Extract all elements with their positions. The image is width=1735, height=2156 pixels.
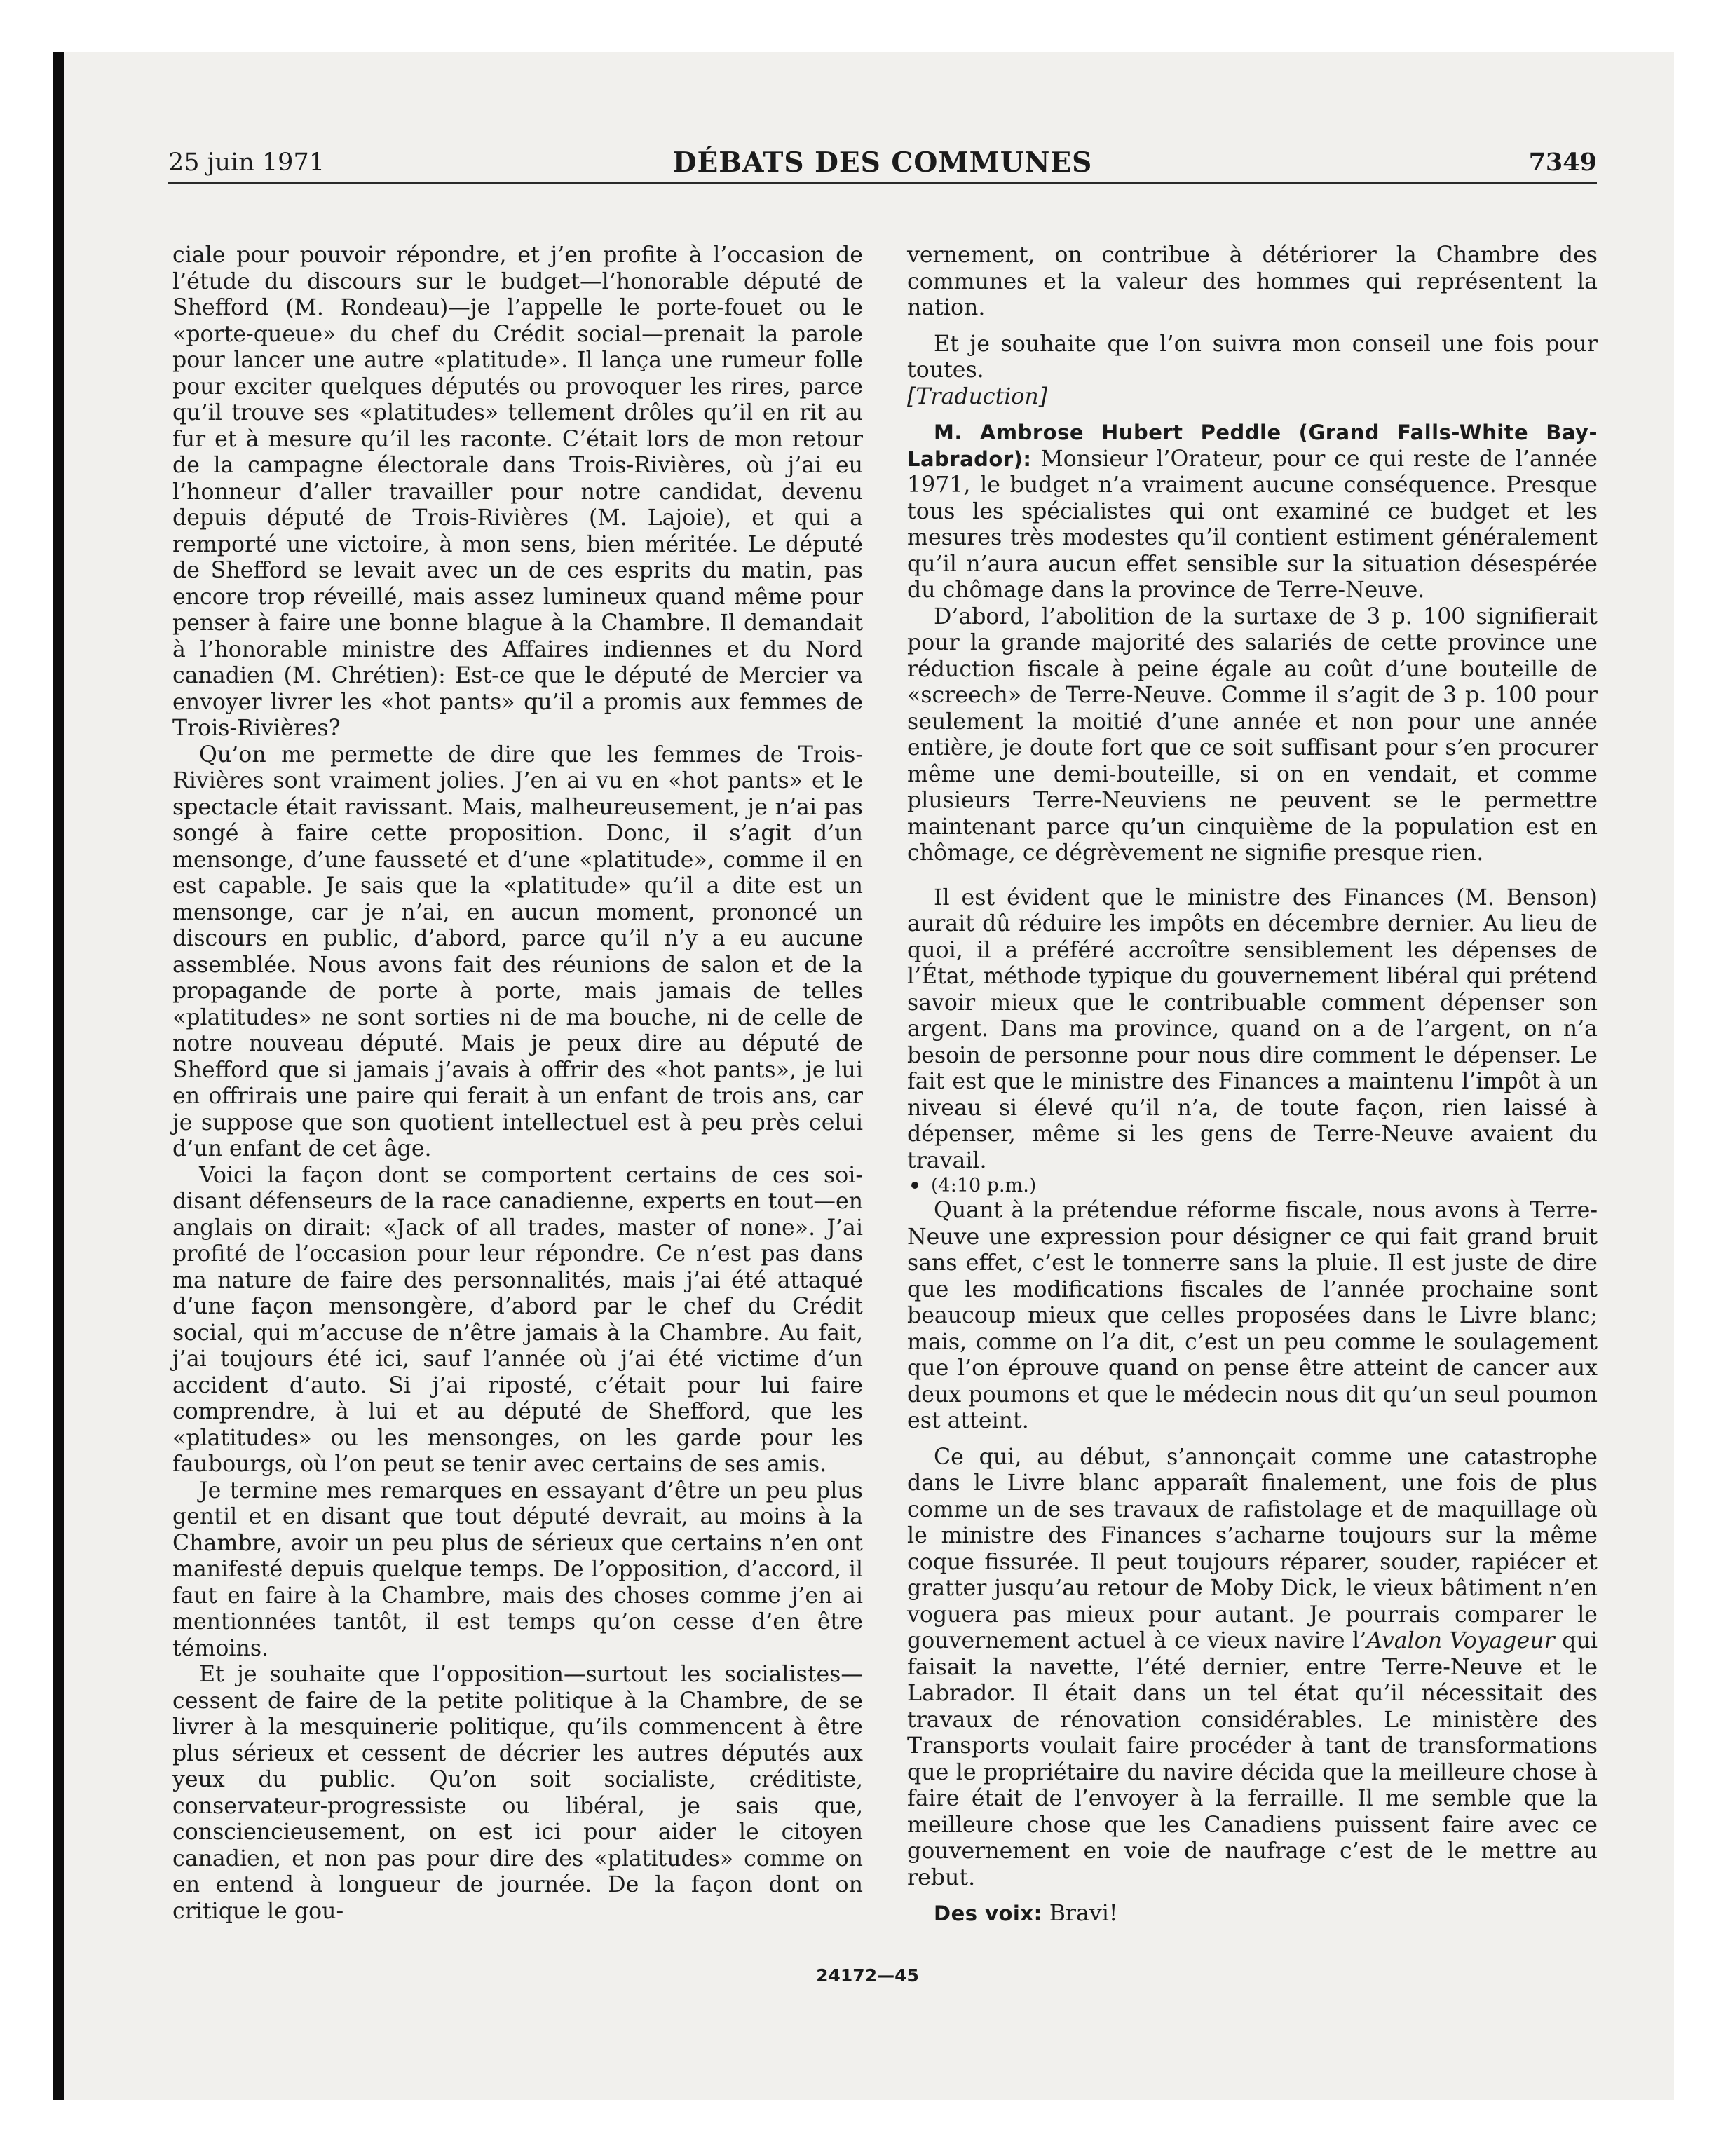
scan-edge-bar bbox=[53, 52, 64, 2100]
header-page-number: 7349 bbox=[1528, 148, 1597, 177]
speaker-name: Des voix: bbox=[934, 1902, 1042, 1925]
paragraph: vernement, on contribue à détériorer la Chambre des communes et la valeur des hommes qui représentent la nation. bbox=[907, 243, 1598, 320]
speech-text: Monsieur l’Orateur, pour ce qui reste de l’année 1971, le budget n’a vraiment aucune conséquence. Presque tous les spécialistes qui ont examiné ce budget et les mesures très modestes qu’il contient estiment généralement qu’il n’aura aucun effet sensible sur la situation désespérée du chômage dans la province de Terre-Neuve. bbox=[907, 446, 1598, 603]
paragraph: Voici la façon dont se comportent certains de ces soi-disant défenseurs de la race canadienne, experts en tout—en anglais on dirait: «Jack of all trades, master of none». J’ai profité de l’occasion pour leur répondre. Ce n’est pas dans ma nature de faire des personnalités, mais j’ai été attaqué d’une façon mensongère, d’abord par le chef du Crédit social, qui m’accuse de n’être jamais à la Chambre. Au fait, j’ai toujours été ici, sauf l’année où j’ai été victime d’un accident d’auto. Si j’ai riposté, c’était pour lui faire comprendre, à lui et au député de Shefford, que les «platitudes» ou les mensonges, on les garde pour les faubourgs, où l’on peut se tenir avec certains de ses amis. bbox=[172, 1162, 863, 1477]
speaker-name: M. Ambrose Hubert Peddle (Grand Falls-White Bay-Labrador): bbox=[907, 421, 1598, 471]
time-marker-text: (4:10 p.m.) bbox=[931, 1175, 1037, 1196]
page-header bbox=[168, 144, 1597, 184]
speech-text: Bravi! bbox=[1049, 1901, 1118, 1926]
header-date: 25 juin 1971 bbox=[168, 149, 325, 177]
paragraph-text: Ce qui, au début, s’annonçait comme une catastrophe dans le Livre blanc apparaît finalement, une fois de plus comme un de ses travaux de rafistolage et de maquillage où le ministre des Finances s’acharne toujours sur la même coque fissurée. Il peut toujours réparer, souder, rapiécer et gratter jusqu’au retour de Moby Dick, le vieux bâtiment n’en voguera pas mieux pour autant. Je pourrais comparer le gouvernement actuel à ce vieux navire l’ bbox=[907, 1444, 1598, 1653]
paragraph bbox=[907, 1445, 1598, 1892]
footer-code: 24172—45 bbox=[816, 1965, 919, 1986]
header-title: DÉBATS DES COMMUNES bbox=[672, 146, 1093, 179]
paragraph: ciale pour pouvoir répondre, et j’en profite à l’occasion de l’étude du discours sur le budget—l’honorable député de Shefford (M. Rondeau)—je l’appelle le porte-fouet ou le «porte-queue» du chef du Crédit social—prenait la parole pour lancer une autre «platitude». Il lança une rumeur folle pour exciter quelques députés ou provoquer les rires, parce qu’il trouve ses «platitudes» tellement drôles qu’il en rit au fur et à mesure qu’il les raconte. C’était lors de mon retour de la campagne électorale dans Trois-Rivières, où j’ai eu l’honneur d’aller travailler pour notre candidat, devenu depuis député de Trois-Rivières (M. Lajoie), et qui a remporté une victoire, à mon sens, bien méritée. Le député de Shefford se levait avec un de ces esprits du matin, pas encore trop réveillé, mais assez lumineux quand même pour penser à faire une bonne blague à la Chambre. Il demandait à l’honorable ministre des Affaires indiennes et du Nord canadien (M. Chrétien): Est-ce que le député de Mercier va envoyer livrer les «hot pants» qu’il a promis aux femmes de Trois-Rivières? bbox=[172, 243, 863, 741]
left-column bbox=[172, 243, 863, 1925]
paragraph: Qu’on me permette de dire que les femmes de Trois-Rivières sont vraiment jolies. J’en ai vu en «hot pants» et le spectacle était ravissant. Mais, malheureusement, je n’ai pas songé à faire cette proposition. Donc, il s’agit d’un mensonge, d’une fausseté et d’une «platitude», comme il en est capable. Je sais que la «platitude» qu’il a dite est un mensonge, car je n’ai, en aucun moment, prononcé un discours en public, d’abord, parce qu’il n’y a eu aucune assemblée. Nous avons fait des réunions de salon et de la propagande de porte à porte, mais jamais de telles «platitudes» ne sont sorties ni de ma bouche, ni de celle de notre nouveau député. Mais je peux dire au député de Shefford que si jamais j’avais à offrir des «hot pants», je lui en offrirais une paire qui ferait à un enfant de trois ans, car je suppose que son quotient intellectuel est à peu près celui d’un enfant de cet âge. bbox=[172, 742, 863, 1161]
time-marker bbox=[907, 1174, 1598, 1198]
translation-tag: [Traduction] bbox=[907, 383, 1048, 409]
paragraph: Et je souhaite que l’on suivra mon conseil une fois pour toutes. bbox=[907, 331, 1598, 383]
ship-name: Avalon Voyageur bbox=[1366, 1628, 1555, 1653]
voices-paragraph bbox=[907, 1901, 1598, 1928]
paragraph: Je termine mes remarques en essayant d’être un peu plus gentil et en disant que tout député devrait, au moins à la Chambre, avoir un peu plus de sérieux que certains n’en ont manifesté depuis quelque temps. De l’opposition, d’accord, il faut en faire à la Chambre, mais des choses comme j’en ai mentionnées tantôt, il est temps qu’on cesse d’en être témoins. bbox=[172, 1478, 863, 1661]
paragraph: Et je souhaite que l’opposition—surtout les socialistes—cessent de faire de la petite politique à la Chambre, de se livrer à la mesquinerie politique, qu’ils commencent à être plus sérieux et cessent de décrier les autres députés aux yeux du public. Qu’on soit socialiste, créditiste, conservateur-progressiste ou libéral, je sais que, consciencieusement, on est ici pour aider le citoyen canadien, et non pas pour dire des «platitudes» comme on en entend à longueur de journée. De la façon dont on critique le gou- bbox=[172, 1662, 863, 1924]
bullet-icon bbox=[911, 1182, 918, 1189]
paragraph: Quant à la prétendue réforme fiscale, nous avons à Terre-Neuve une expression pour désigner ce qui fait grand bruit sans effet, c’est le tonnerre sans la pluie. Il est juste de dire que les modifications fiscales de l’année prochaine sont beaucoup mieux que celles proposées dans le Livre blanc; mais, comme on l’a dit, c’est un peu comme le soulagement que l’on éprouve quand on pense être atteint de cancer aux deux poumons et que le médecin nous dit qu’un seul poumon est atteint. bbox=[907, 1198, 1598, 1433]
right-column bbox=[907, 243, 1598, 1928]
paragraph-text: qui faisait la navette, l’été dernier, entre Terre-Neuve et le Labrador. Il était dans un tel état qu’il nécessitait des travaux de rénovation considérables. Le ministère des Transports voulait faire procéder à tant de transformations que le propriétaire du navire décida que la meilleure chose à faire était de l’envoyer à la ferraille. Il me semble que la meilleure chose que les Canadiens puissent faire avec ce gouvernement en voie de naufrage c’est de le mettre au rebut. bbox=[907, 1628, 1598, 1890]
paragraph: Il est évident que le ministre des Finances (M. Benson) aurait dû réduire les impôts en décembre dernier. Au lieu de quoi, il a préféré accroître sensiblement les dépenses de l’État, méthode typique du gouvernement libéral qui prétend savoir mieux que le contribuable comment dépenser son argent. Dans ma province, quand on a de l’argent, on n’a besoin de personne pour nous dire comment le dépenser. Le fait est que le ministre des Finances a maintenu l’impôt à un niveau si élevé qu’il n’a, de toute façon, rien laissé à dépenser, même si les gens de Terre-Neuve avaient du travail. bbox=[907, 885, 1598, 1173]
paragraph: D’abord, l’abolition de la surtaxe de 3 p. 100 signifierait pour la grande majorité des salariés de cette province une réduction fiscale à peine égale au coût d’une bouteille de «screech» de Terre-Neuve. Comme il s’agit de 3 p. 100 pour seulement la moitié d’une année et non pour une année entière, je doute fort que ce soit suffisant pour s’en procurer même une demi-bouteille, si on en vendait, et comme plusieurs Terre-Neuviens ne peuvent se le permettre maintenant parce qu’un cinquième de la population est en chômage, ce dégrèvement ne signifie presque rien. bbox=[907, 603, 1598, 866]
speech-paragraph bbox=[907, 420, 1598, 604]
